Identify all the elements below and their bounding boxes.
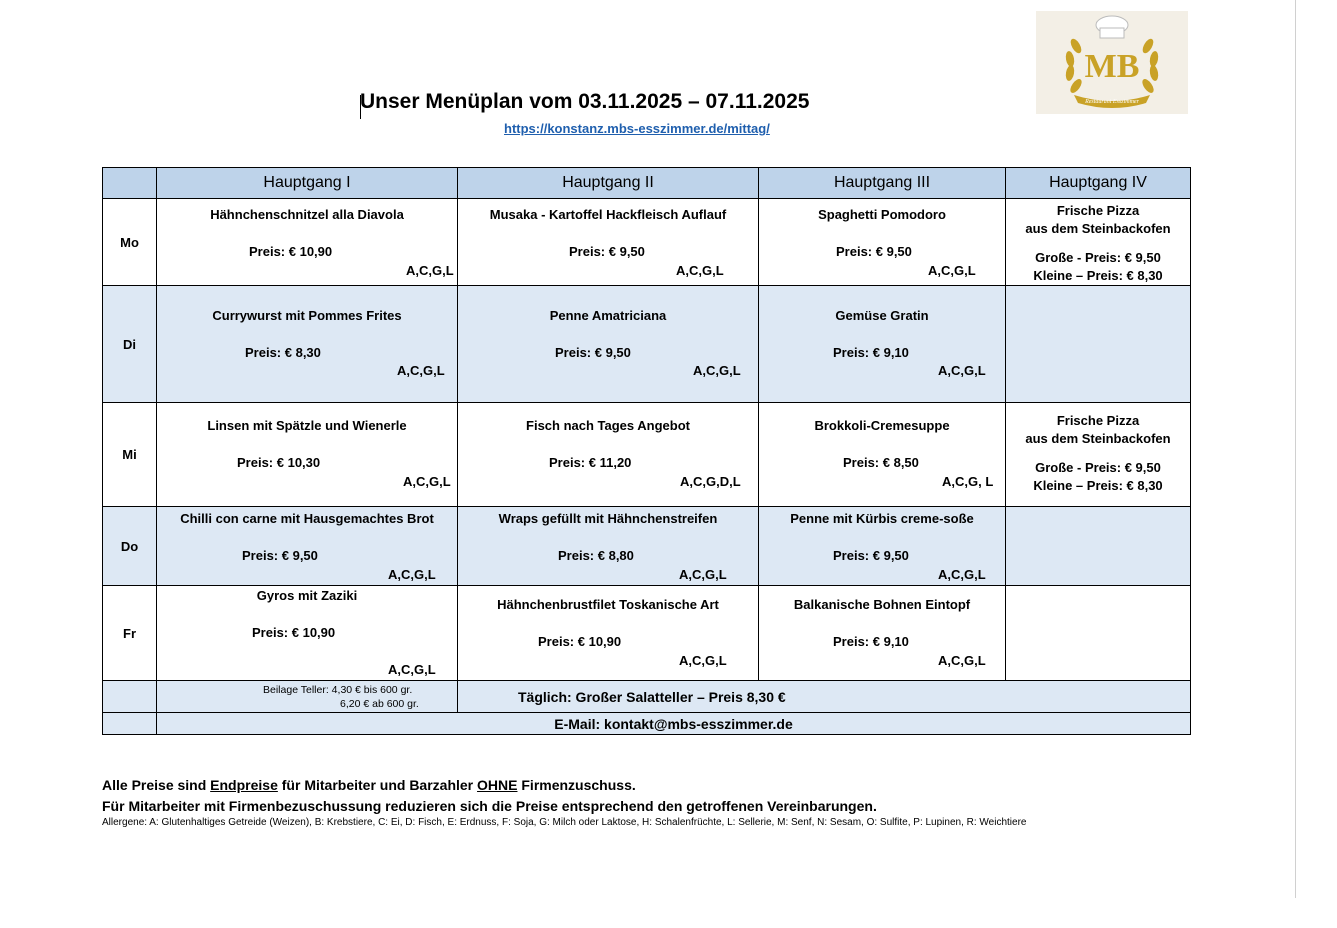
price-notes <box>102 775 877 817</box>
dish-name: Linsen mit Spätzle und Wienerle <box>207 418 407 433</box>
note-line-1 <box>102 775 877 796</box>
pizza-small-price: Kleine – Preis: € 8,30 <box>1033 268 1163 283</box>
header-corner <box>103 168 157 199</box>
dish-allergens: A,C,G,L <box>938 567 986 582</box>
day-label: Mo <box>103 199 157 286</box>
dish-name: Wraps gefüllt mit Hähnchenstreifen <box>498 511 718 526</box>
note-text: Alle Preise sind <box>102 777 211 793</box>
dish-allergens: A,C,G,L <box>679 567 727 582</box>
day-label: Fr <box>103 586 157 681</box>
pizza-large-price: Große - Preis: € 9,50 <box>1035 250 1161 265</box>
side-plate-price-large: 6,20 € ab 600 gr. <box>340 697 419 710</box>
menu-cell <box>157 586 458 681</box>
day-label: Di <box>103 286 157 403</box>
row-email <box>103 713 1191 735</box>
dish-allergens: A,C,G,L <box>406 263 454 278</box>
daily-salad: Täglich: Großer Salatteller – Preis 8,30 € <box>458 681 1191 713</box>
pizza-cell <box>1006 199 1191 286</box>
menu-cell <box>458 199 759 286</box>
dish-allergens: A,C,G,L <box>676 263 724 278</box>
dish-price: Preis: € 11,20 <box>549 455 632 470</box>
dish-price: Preis: € 10,90 <box>538 634 622 649</box>
menu-cell <box>458 507 759 586</box>
note-text: Firmenzuschuss. <box>517 777 636 793</box>
logo-graphic <box>1036 11 1188 114</box>
row-extras <box>103 681 1191 713</box>
menu-cell <box>759 507 1006 586</box>
dish-name: Gemüse Gratin <box>835 308 929 323</box>
pizza-cell <box>1006 403 1191 507</box>
dish-price: Preis: € 10,90 <box>252 625 336 640</box>
dish-price: Preis: € 8,50 <box>843 455 919 470</box>
note-line-2: Für Mitarbeiter mit Firmenbezuschussung reduzieren sich die Preise entsprechend den getroffenen Vereinbarungen. <box>102 798 877 814</box>
empty-cell <box>1006 286 1191 403</box>
row-tuesday <box>103 286 1191 403</box>
allergen-legend: Allergene: A: Glutenhaltiges Getreide (Weizen), B: Krebstiere, C: Ei, D: Fisch, E: Erdnuss, F: Soja, G: Milch oder Laktose, H: Schalenfrüchte, L: Sellerie, M: Senf, N: Sesam, O: Sulfite, P: Lupinen, R: Weichtiere <box>102 817 1027 828</box>
dish-name: Hähnchenschnitzel alla Diavola <box>210 207 404 222</box>
row-friday <box>103 586 1191 681</box>
dish-name: Chilli con carne mit Hausgemachtes Brot <box>180 511 434 526</box>
dish-name: Musaka - Kartoffel Hackfleisch Auflauf <box>489 207 727 222</box>
dish-name: Fisch nach Tages Angebot <box>526 418 690 433</box>
menu-table <box>102 167 1191 735</box>
dish-allergens: A,C,G,L <box>388 567 436 582</box>
row-monday <box>103 199 1191 286</box>
menu-cell <box>759 199 1006 286</box>
side-plate-price-small: Beilage Teller: 4,30 € bis 600 gr. <box>263 683 413 696</box>
dish-price: Preis: € 9,10 <box>833 345 909 360</box>
dish-allergens: A,C,G,L <box>679 653 727 668</box>
note-text: für Mitarbeiter und Barzahler <box>277 777 478 793</box>
row-thursday <box>103 507 1191 586</box>
dish-price: Preis: € 10,90 <box>249 244 333 259</box>
note-emphasis: OHNE <box>477 777 518 793</box>
dish-name: Balkanische Bohnen Eintopf <box>793 597 971 612</box>
dish-price: Preis: € 8,80 <box>558 548 634 563</box>
header-main-2: Hauptgang II <box>458 168 759 199</box>
dish-price: Preis: € 9,50 <box>833 548 909 563</box>
contact-email: E-Mail: kontakt@mbs-esszimmer.de <box>157 713 1191 735</box>
logo-initials: MB <box>1084 48 1140 85</box>
menu-cell <box>157 286 458 403</box>
dish-name: Penne mit Kürbis creme-soße <box>790 511 974 526</box>
empty-cell <box>103 681 157 713</box>
pizza-subtitle: aus dem Steinbackofen <box>1025 221 1171 236</box>
note-emphasis: Endpreise <box>210 777 278 793</box>
pizza-subtitle: aus dem Steinbackofen <box>1025 431 1171 446</box>
empty-cell <box>1006 586 1191 681</box>
dish-name: Currywurst mit Pommes Frites <box>212 308 402 323</box>
dish-allergens: A,C,G,L <box>938 653 986 668</box>
menu-cell <box>759 286 1006 403</box>
dish-price: Preis: € 9,50 <box>569 244 645 259</box>
menu-cell <box>759 403 1006 507</box>
page-title: Unser Menüplan vom 03.11.2025 – 07.11.2025 <box>360 90 810 113</box>
dish-allergens: A,C,G,L <box>938 363 986 378</box>
pizza-title: Frische Pizza <box>1056 413 1140 428</box>
dish-price: Preis: € 9,10 <box>833 634 909 649</box>
pizza-small-price: Kleine – Preis: € 8,30 <box>1033 478 1163 493</box>
restaurant-logo <box>1036 11 1188 114</box>
day-label: Mi <box>103 403 157 507</box>
menu-cell <box>157 199 458 286</box>
pizza-title: Frische Pizza <box>1056 203 1140 218</box>
dish-price: Preis: € 9,50 <box>555 345 631 360</box>
empty-cell <box>103 713 157 735</box>
menu-cell <box>458 586 759 681</box>
menu-cell <box>458 403 759 507</box>
dish-price: Preis: € 9,50 <box>242 548 318 563</box>
dish-name: Spaghetti Pomodoro <box>818 207 946 222</box>
side-plate-cell <box>157 681 458 713</box>
empty-cell <box>1006 507 1191 586</box>
dish-allergens: A,C,G,L <box>693 363 741 378</box>
header-main-1: Hauptgang I <box>157 168 458 199</box>
menu-cell <box>458 286 759 403</box>
dish-allergens: A,C,G, L <box>942 474 994 489</box>
dish-name: Hähnchenbrustfilet Toskanische Art <box>497 597 719 612</box>
menu-url-link[interactable]: https://konstanz.mbs-esszimmer.de/mittag/ <box>504 121 770 136</box>
page-edge <box>1295 0 1296 898</box>
menu-cell <box>157 403 458 507</box>
dish-name: Brokkoli-Cremesuppe <box>814 418 950 433</box>
dish-allergens: A,C,G,L <box>388 662 436 677</box>
pizza-large-price: Große - Preis: € 9,50 <box>1035 460 1161 475</box>
dish-allergens: A,C,G,D,L <box>680 474 741 489</box>
dish-name: Gyros mit Zaziki <box>256 588 358 603</box>
dish-price: Preis: € 9,50 <box>836 244 912 259</box>
header-main-3: Hauptgang III <box>759 168 1006 199</box>
dish-allergens: A,C,G,L <box>403 474 451 489</box>
day-label: Do <box>103 507 157 586</box>
logo-subtitle: Restaurant Esszimmer <box>1085 99 1139 105</box>
dish-allergens: A,C,G,L <box>928 263 976 278</box>
menu-cell <box>157 507 458 586</box>
row-wednesday <box>103 403 1191 507</box>
dish-price: Preis: € 8,30 <box>245 345 321 360</box>
dish-price: Preis: € 10,30 <box>237 455 321 470</box>
menu-cell <box>759 586 1006 681</box>
header-main-4: Hauptgang IV <box>1006 168 1191 199</box>
dish-allergens: A,C,G,L <box>397 363 445 378</box>
dish-name: Penne Amatriciana <box>549 308 667 323</box>
